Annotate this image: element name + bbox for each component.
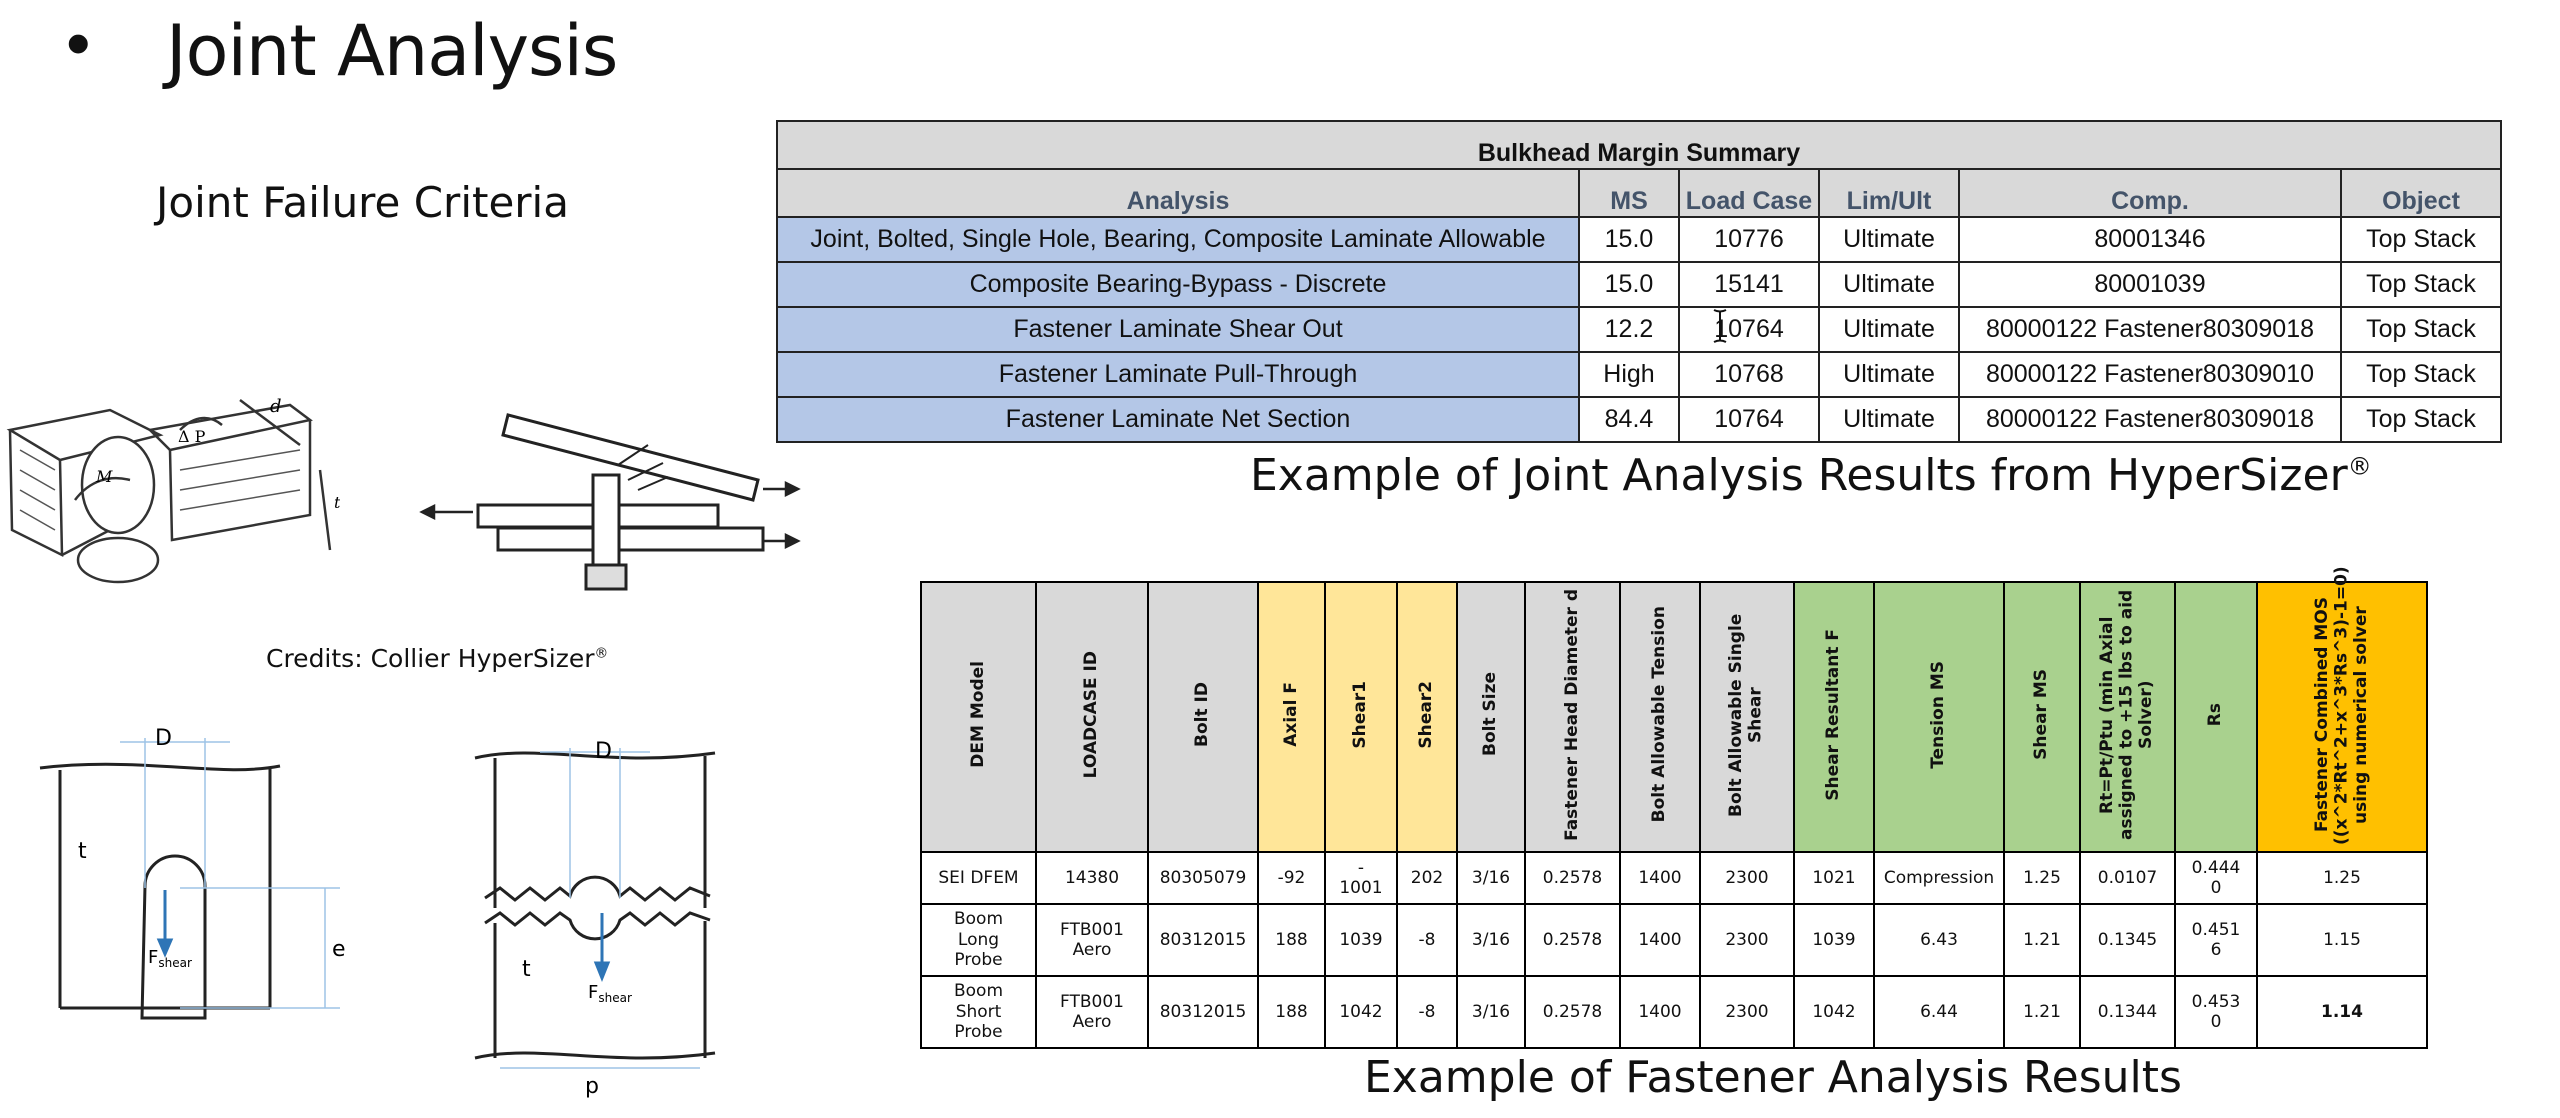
table-cell: FTB001 Aero — [1036, 976, 1148, 1048]
table-cell: 0.2578 — [1525, 976, 1620, 1048]
fastener-col-header-label: Bolt Allowable Tension — [1649, 606, 1670, 823]
fastener-col-header-label: Bolt Allowable Single Shear — [1726, 612, 1766, 817]
table-cell: 14380 — [1036, 852, 1148, 904]
fig1-label-m: M — [96, 467, 113, 486]
pull-through-figure — [418, 405, 803, 600]
table-cell: FTB001 Aero — [1036, 904, 1148, 976]
table-cell: Ultimate — [1819, 307, 1959, 352]
table-row — [921, 852, 2427, 904]
net-section-figure — [470, 738, 730, 1110]
fastener-col-header-label: Bolt ID — [1192, 682, 1213, 747]
table-cell: Top Stack — [2341, 217, 2501, 262]
fastener-col-header-label: Shear Resultant F — [1823, 628, 1844, 801]
caption-mark: ® — [2347, 452, 2372, 481]
table-cell: Ultimate — [1819, 352, 1959, 397]
fastener-col-header-label: DEM Model — [967, 661, 988, 768]
fig3-label-p: p — [585, 1074, 599, 1099]
table-cell: 12.2 — [1579, 307, 1679, 352]
table-cell: 2300 — [1700, 976, 1794, 1048]
fastener-analysis-caption: Example of Fastener Analysis Results — [1364, 1052, 2182, 1103]
table-cell: Joint, Bolted, Single Hole, Bearing, Composite Laminate Allowable — [777, 217, 1579, 262]
table-cell: 80312015 — [1148, 904, 1258, 976]
fig1-label-t: t — [334, 493, 340, 512]
table-cell: 1400 — [1620, 852, 1700, 904]
fig1-label-d: d — [270, 396, 282, 417]
fastener-header-row — [921, 582, 2427, 852]
table-cell: Fastener Laminate Pull-Through — [777, 352, 1579, 397]
table-cell: 80000122 Fastener80309018 — [1959, 307, 2341, 352]
table-cell: Boom Short Probe — [921, 976, 1036, 1048]
table-cell: -8 — [1397, 976, 1457, 1048]
table-cell: 80305079 — [1148, 852, 1258, 904]
table-cell: 188 — [1258, 976, 1325, 1048]
joint-analysis-caption: Example of Joint Analysis Results from HyperSizer® — [1250, 450, 2372, 501]
table-cell: 1.25 — [2257, 852, 2427, 904]
fastener-col-header — [1874, 582, 2004, 852]
table-cell: 2300 — [1700, 904, 1794, 976]
table-cell: 3/16 — [1457, 976, 1525, 1048]
table-cell: 10764 — [1679, 397, 1819, 442]
fastener-col-header-label: Rt=Pt/Ptu (min Axial assigned to +15 lbs to aid Solver) — [2097, 589, 2157, 840]
table-cell: 80312015 — [1148, 976, 1258, 1048]
table-cell: 84.4 — [1579, 397, 1679, 442]
fig2-label-F: $F_{shear}$ — [148, 947, 192, 970]
table-cell: Top Stack — [2341, 397, 2501, 442]
table-cell: 202 — [1397, 852, 1457, 904]
text-cursor-icon — [1712, 308, 1728, 344]
fastener-col-header-label: Fastener Combined MOS ((x^2*Rt^2+x^3*Rs^3)-1=0) using numerical solver — [2311, 565, 2371, 845]
bulkhead-col-header: Load Case — [1679, 169, 1819, 217]
fastener-col-header — [1457, 582, 1525, 852]
fastener-col-header — [1620, 582, 1700, 852]
bulkhead-header-row — [777, 169, 2501, 217]
table-row — [921, 976, 2427, 1048]
slide-title: Joint Analysis — [166, 10, 618, 92]
table-cell: Top Stack — [2341, 307, 2501, 352]
bulkhead-col-header: Comp. — [1959, 169, 2341, 217]
table-cell: 2300 — [1700, 852, 1794, 904]
fastener-col-header-label: Fastener Head Diameter d — [1561, 588, 1582, 841]
table-cell: 80000122 Fastener80309010 — [1959, 352, 2341, 397]
criteria-title: Joint Failure Criteria — [156, 178, 569, 227]
table-cell: 0.0107 — [2080, 852, 2175, 904]
table-cell: 0.1345 — [2080, 904, 2175, 976]
table-cell: Composite Bearing-Bypass - Discrete — [777, 262, 1579, 307]
fastener-col-header — [1148, 582, 1258, 852]
table-cell: 1042 — [1794, 976, 1874, 1048]
table-cell: Top Stack — [2341, 352, 2501, 397]
fig2-label-D: D — [155, 726, 172, 751]
table-cell: Ultimate — [1819, 397, 1959, 442]
fig2-label-e: e — [332, 937, 346, 962]
bulkhead-margin-table — [776, 120, 2502, 443]
fastener-col-header — [1258, 582, 1325, 852]
bulkhead-col-header: Analysis — [777, 169, 1579, 217]
fastener-col-header — [2257, 565, 2427, 852]
table-cell: 0.451 6 — [2175, 904, 2257, 976]
fastener-col-header — [1525, 582, 1620, 852]
table-cell: 0.1344 — [2080, 976, 2175, 1048]
table-cell: - 1001 — [1325, 852, 1397, 904]
table-row — [777, 262, 2501, 307]
bulkhead-col-header: Object — [2341, 169, 2501, 217]
table-cell: 0.444 0 — [2175, 852, 2257, 904]
table-cell: 1400 — [1620, 904, 1700, 976]
fig1-label-dp: Δ P — [178, 427, 206, 446]
fastener-col-header — [2175, 582, 2257, 852]
table-cell: Top Stack — [2341, 262, 2501, 307]
fastener-col-header — [921, 582, 1036, 852]
table-cell: -92 — [1258, 852, 1325, 904]
table-cell: 15141 — [1679, 262, 1819, 307]
table-cell: 3/16 — [1457, 904, 1525, 976]
fastener-col-header-label: Shear1 — [1350, 680, 1371, 749]
bulkhead-col-header: MS — [1579, 169, 1679, 217]
table-cell: 15.0 — [1579, 262, 1679, 307]
table-cell: 1021 — [1794, 852, 1874, 904]
table-cell: 10768 — [1679, 352, 1819, 397]
fastener-col-header — [1325, 582, 1397, 852]
table-cell: SEI DFEM — [921, 852, 1036, 904]
fig3-label-F: $F_{shear}$ — [588, 982, 632, 1005]
table-cell: 10764 — [1679, 307, 1819, 352]
table-cell: 1042 — [1325, 976, 1397, 1048]
table-cell: Ultimate — [1819, 262, 1959, 307]
table-cell: 10776 — [1679, 217, 1819, 262]
table-cell: Fastener Laminate Shear Out — [777, 307, 1579, 352]
fastener-col-header — [1397, 582, 1457, 852]
tube-joint-figure — [0, 390, 340, 590]
table-cell: 1039 — [1794, 904, 1874, 976]
table-cell: 80001346 — [1959, 217, 2341, 262]
table-row — [777, 397, 2501, 442]
fig2-label-t: t — [78, 839, 87, 864]
table-cell: 1400 — [1620, 976, 1700, 1048]
table-cell: 6.43 — [1874, 904, 2004, 976]
fastener-col-header-label: Rs — [2205, 702, 2226, 727]
table-cell: 80001039 — [1959, 262, 2341, 307]
fastener-col-header-label: Tension MS — [1928, 660, 1949, 769]
credits-mark: ® — [594, 645, 609, 662]
table-cell: 1039 — [1325, 904, 1397, 976]
fastener-col-header — [2080, 582, 2175, 852]
fig3-label-D: D — [595, 739, 612, 764]
table-cell: Boom Long Probe — [921, 904, 1036, 976]
table-cell: Ultimate — [1819, 217, 1959, 262]
table-row — [777, 352, 2501, 397]
table-row — [777, 217, 2501, 262]
fastener-col-header — [1700, 582, 1794, 852]
fig3-label-t: t — [522, 957, 531, 982]
fastener-col-header-label: Shear2 — [1416, 680, 1437, 749]
table-cell: 1.25 — [2004, 852, 2080, 904]
fastener-col-header-label: Shear MS — [2031, 669, 2052, 760]
table-cell: 1.21 — [2004, 976, 2080, 1048]
fastener-col-header — [1794, 582, 1874, 852]
table-cell: 6.44 — [1874, 976, 2004, 1048]
credits-text: Credits: Collier HyperSizer® — [266, 644, 609, 673]
table-cell: 3/16 — [1457, 852, 1525, 904]
fastener-col-header-label: LOADCASE ID — [1081, 650, 1102, 779]
table-cell: 0.2578 — [1525, 904, 1620, 976]
table-cell: -8 — [1397, 904, 1457, 976]
fastener-col-header-label: Axial F — [1280, 682, 1301, 747]
table-cell: 1.14 — [2257, 976, 2427, 1048]
table-cell: 15.0 — [1579, 217, 1679, 262]
table-cell: 188 — [1258, 904, 1325, 976]
table-row — [921, 904, 2427, 976]
table-cell: 80000122 Fastener80309018 — [1959, 397, 2341, 442]
fastener-col-header-label: Bolt Size — [1480, 672, 1501, 757]
bulkhead-col-header: Lim/Ult — [1819, 169, 1959, 217]
table-cell: Compression — [1874, 852, 2004, 904]
fastener-analysis-table — [920, 565, 2428, 1049]
fastener-col-header — [2004, 582, 2080, 852]
table-cell: 0.453 0 — [2175, 976, 2257, 1048]
bulkhead-title: Bulkhead Margin Summary — [777, 121, 2501, 169]
table-cell: Fastener Laminate Net Section — [777, 397, 1579, 442]
table-cell: 0.2578 — [1525, 852, 1620, 904]
fastener-col-header — [1036, 582, 1148, 852]
table-row — [777, 307, 2501, 352]
table-cell: High — [1579, 352, 1679, 397]
table-cell: 1.21 — [2004, 904, 2080, 976]
table-cell: 1.15 — [2257, 904, 2427, 976]
slide-bullet: • — [66, 4, 91, 82]
shear-out-figure — [20, 718, 380, 1038]
